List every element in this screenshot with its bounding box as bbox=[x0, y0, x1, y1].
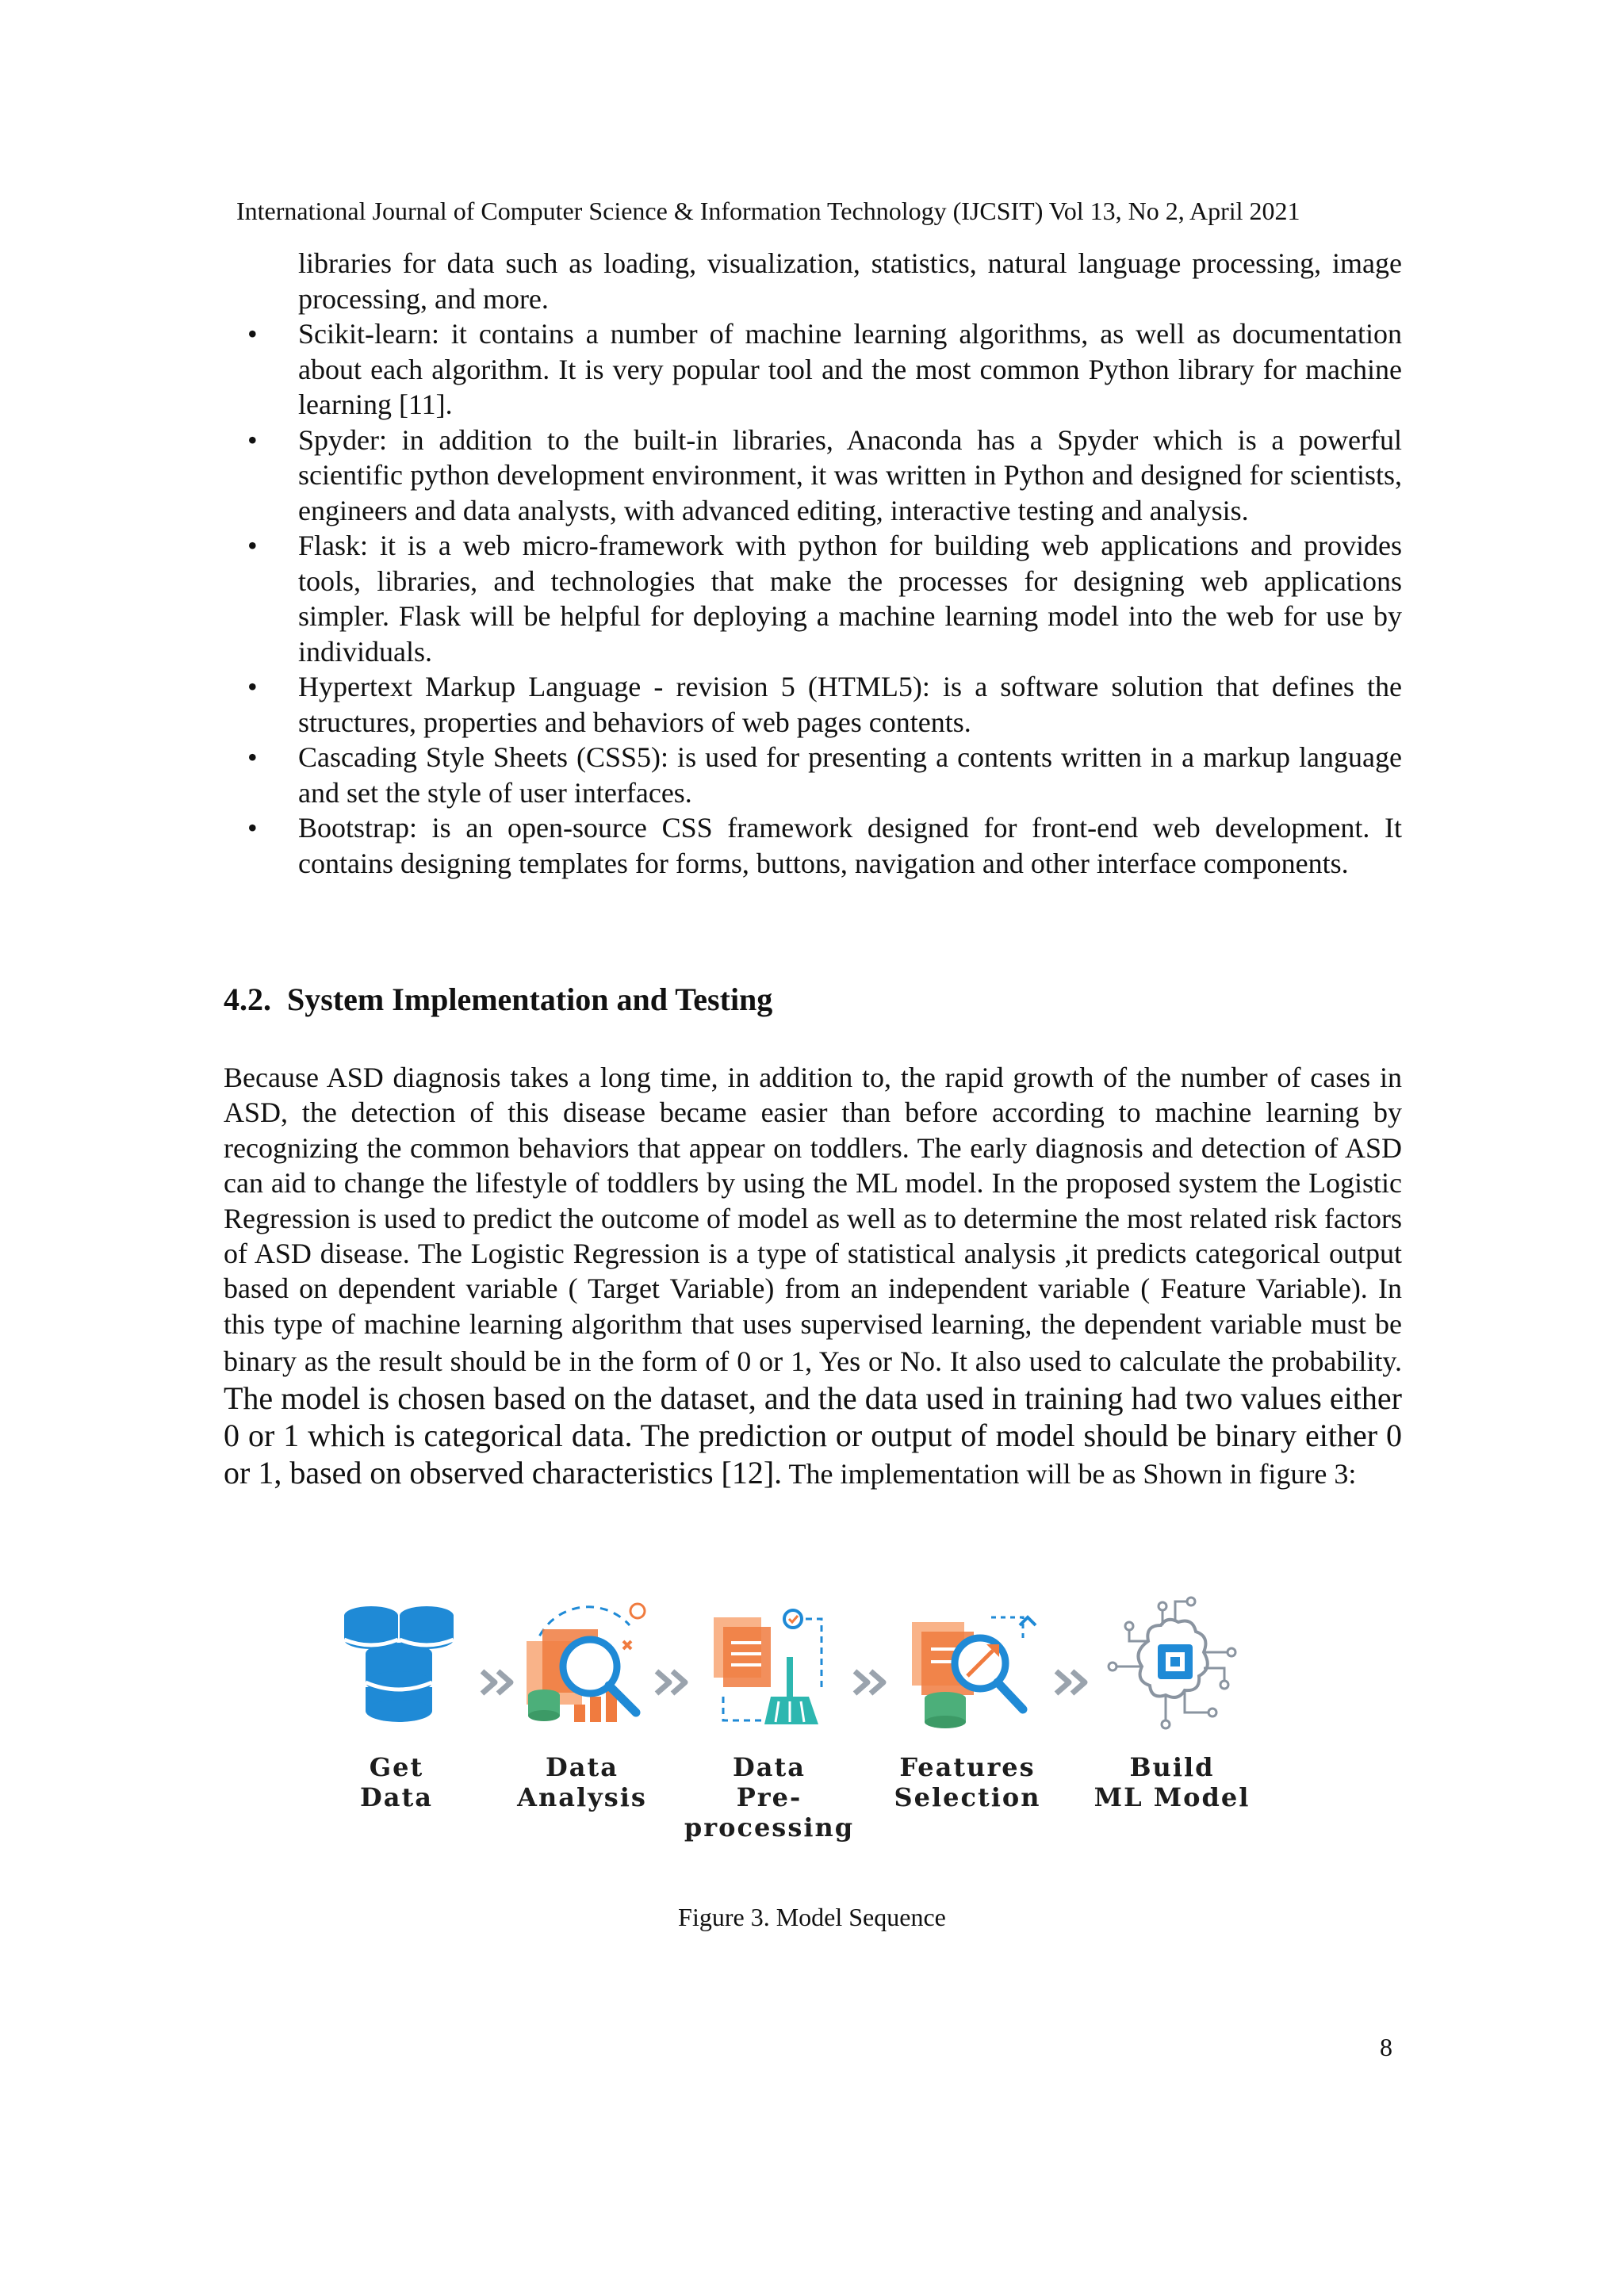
step-label-line2: Selection bbox=[894, 1782, 1041, 1812]
bullet-item-spyder bbox=[224, 423, 1402, 529]
step-label-line1: Build bbox=[1129, 1752, 1215, 1782]
model-sequence-figure bbox=[341, 1594, 1277, 1843]
bullet-text: Hypertext Markup Language - revision 5 (HTML5): is a software solution that defines the structures, properties and behaviors of web pages contents. bbox=[298, 671, 1402, 738]
section-number: 4.2. bbox=[224, 982, 271, 1017]
bullet-dot: • bbox=[247, 530, 258, 561]
bullet-text: Spyder: in addition to the built-in libraries, Anaconda has a Spyder which is a powerful scientific python development environment, it was written in Python and designed for scientists, engineers and data analysts, with advanced editing, interactive testing and analysis. bbox=[298, 423, 1402, 526]
step-data-analysis bbox=[479, 1594, 685, 1831]
section-heading bbox=[224, 981, 772, 1019]
page-number: 8 bbox=[1380, 2033, 1392, 2061]
bullet-dot: • bbox=[247, 671, 258, 702]
paragraph-part-1: Because ASD diagnosis takes a long time, in addition to, the rapid growth of the number of cases in ASD, the detection of this disease became easier than before according to machine learning by recognizing the common behaviors that appear on toddlers. The early diagnosis and detection of ASD can aid to change the lifestyle of toddlers by using the ML model. In the proposed system the Logistic Regression is used to predict the outcome of model as well as to determine the most related risk factors of ASD disease. The Logistic Regression is a type of statistical analysis ,it predicts categorical output based on dependent variable ( Target Variable) from an independent variable ( Feature Variable). In this type of machine learning algorithm that uses supervised learning, the dependent variable must be binary as the result should be in the form of 0 or 1, Yes or No. It also used to calculate the probability. bbox=[224, 1062, 1402, 1378]
bullet-item-scikit-learn bbox=[224, 316, 1402, 423]
step-label-line2: Pre-processing bbox=[684, 1782, 855, 1843]
database-icon bbox=[293, 1594, 500, 1744]
bullet-text: Bootstrap: is an open-source CSS framework designed for front-end web development. It contains designing templates for forms, buttons, navigation and other interface components. bbox=[298, 812, 1402, 879]
documents-broom-icon bbox=[666, 1594, 872, 1744]
bullet-item-css5 bbox=[224, 740, 1402, 810]
step-features-selection bbox=[864, 1594, 1071, 1831]
step-label-line1: Data bbox=[733, 1752, 806, 1782]
step-label-line2: Data bbox=[360, 1782, 433, 1812]
bullet-text: Scikit-learn: it contains a number of machine learning algorithms, as well as documentation about each algorithm. It is very popular tool and the most common Python library for machine learning [11]. bbox=[298, 318, 1402, 420]
step-label-line1: Features bbox=[899, 1752, 1036, 1782]
step-label bbox=[293, 1752, 500, 1812]
bullet-item-bootstrap bbox=[224, 810, 1402, 881]
brain-chip-icon bbox=[1069, 1594, 1275, 1744]
step-label-line2: ML Model bbox=[1094, 1782, 1251, 1812]
step-label bbox=[1069, 1752, 1275, 1812]
step-label-line2: Analysis bbox=[517, 1782, 647, 1812]
feature-selection-icon bbox=[864, 1594, 1071, 1744]
bullet-dot: • bbox=[247, 741, 258, 773]
section-title: System Implementation and Testing bbox=[287, 982, 773, 1017]
step-get-data bbox=[293, 1594, 500, 1831]
step-label-line1: Data bbox=[546, 1752, 619, 1782]
bullet-continuation bbox=[224, 246, 1402, 316]
step-data-preprocessing bbox=[666, 1594, 872, 1843]
step-label bbox=[479, 1752, 685, 1812]
tools-bullet-list bbox=[224, 246, 1402, 881]
step-label bbox=[666, 1752, 872, 1843]
bullet-dot: • bbox=[247, 423, 258, 456]
bullet-item-html5 bbox=[224, 669, 1402, 740]
bullet-text: Flask: it is a web micro-framework with python for building web applications and provides tools, libraries, and technologies that make the processes for designing web applications simpler. Flask will be helpful for deploying a machine learning model into the web for use by individuals. bbox=[298, 530, 1402, 668]
paragraph-part-3: The implementation will be as Shown in figure 3: bbox=[782, 1458, 1357, 1490]
step-label-line1: Get bbox=[369, 1752, 424, 1782]
bullet-text: Cascading Style Sheets (CSS5): is used for presenting a contents written in a markup language and set the style of user interfaces. bbox=[298, 741, 1402, 809]
bullet-item-flask bbox=[224, 528, 1402, 669]
bullet-continuation-text: libraries for data such as loading, visualization, statistics, natural language processing, image processing, and more. bbox=[298, 247, 1402, 315]
bullet-dot: • bbox=[247, 318, 258, 350]
figure-caption: Figure 3. Model Sequence bbox=[678, 1903, 946, 1931]
step-build-ml-model bbox=[1069, 1594, 1275, 1831]
bullet-dot: • bbox=[247, 812, 258, 844]
paragraph-part-2: The model is chosen based on the dataset, and the data used in training had two values either 0 or 1 which is categorical data. The prediction or output of model should be binary either 0 or 1, based on observed characteristics [12]. bbox=[224, 1380, 1402, 1491]
step-label bbox=[864, 1752, 1071, 1812]
body-paragraph bbox=[224, 1060, 1402, 1492]
running-header: International Journal of Computer Science & Information Technology (IJCSIT) Vol 13, No 2, April 2021 bbox=[236, 197, 1300, 225]
